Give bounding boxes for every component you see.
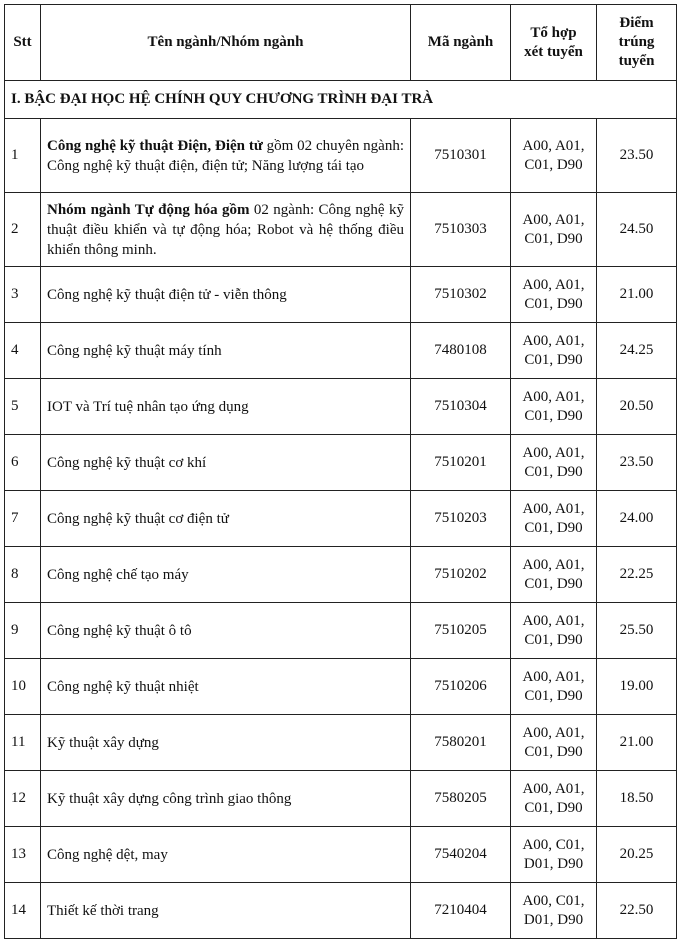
- row-combo-line2: C01, D90: [524, 407, 583, 424]
- row-combo-line1: A00, A01,: [522, 444, 585, 461]
- row-name: Công nghệ kỹ thuật ô tô: [41, 603, 411, 659]
- row-stt: 3: [5, 267, 41, 323]
- row-combo-line1: A00, A01,: [522, 388, 585, 405]
- row-combo-line1: A00, A01,: [522, 137, 585, 154]
- row-stt: 9: [5, 603, 41, 659]
- row-score: 18.50: [597, 771, 677, 827]
- row-combo-line2: C01, D90: [524, 351, 583, 368]
- row-name-bold: Nhóm ngành Tự động hóa gồm: [47, 201, 250, 218]
- row-code: 7510304: [411, 379, 511, 435]
- row-name: Kỹ thuật xây dựng công trình giao thông: [41, 771, 411, 827]
- row-name: Công nghệ kỹ thuật nhiệt: [41, 659, 411, 715]
- row-combo: [511, 491, 597, 547]
- row-score: 24.50: [597, 193, 677, 267]
- row-combo-line2: C01, D90: [524, 575, 583, 592]
- row-stt: 1: [5, 119, 41, 193]
- row-code: 7510303: [411, 193, 511, 267]
- row-combo: [511, 119, 597, 193]
- row-combo-line2: C01, D90: [524, 687, 583, 704]
- row-score: 22.50: [597, 883, 677, 939]
- header-score-line1: Điểm: [619, 15, 654, 31]
- row-stt: 8: [5, 547, 41, 603]
- row-code: 7510201: [411, 435, 511, 491]
- row-combo-line1: A00, A01,: [522, 724, 585, 741]
- header-score: [597, 5, 677, 81]
- row-combo: [511, 771, 597, 827]
- row-combo: [511, 323, 597, 379]
- row-score: 20.50: [597, 379, 677, 435]
- table-row: [5, 883, 677, 939]
- row-combo-line1: A00, A01,: [522, 276, 585, 293]
- row-combo-line2: D01, D90: [523, 911, 584, 928]
- header-score-line2: trúng: [618, 34, 655, 50]
- row-score: 24.25: [597, 323, 677, 379]
- row-combo-line1: A00, A01,: [522, 500, 585, 517]
- table-row: [5, 547, 677, 603]
- section-title: I. BẬC ĐẠI HỌC HỆ CHÍNH QUY CHƯƠNG TRÌNH ĐẠI TRÀ: [5, 81, 677, 119]
- row-combo-line1: A00, A01,: [522, 556, 585, 573]
- table-row: [5, 119, 677, 193]
- header-score-line3: tuyển: [618, 53, 655, 69]
- header-combo-line1: Tổ hợp: [530, 24, 577, 41]
- row-score: 21.00: [597, 267, 677, 323]
- table-row: [5, 603, 677, 659]
- table-row: [5, 659, 677, 715]
- row-code: 7480108: [411, 323, 511, 379]
- row-combo-line2: C01, D90: [524, 631, 583, 648]
- row-name: IOT và Trí tuệ nhân tạo ứng dụng: [41, 379, 411, 435]
- row-combo-line2: C01, D90: [524, 463, 583, 480]
- row-name: [41, 193, 411, 267]
- row-name-rest: gồm 02 chuyên ngành: Công nghệ kỹ thuật điện, điện tử; Năng lượng tái tạo: [47, 137, 404, 174]
- row-stt: 6: [5, 435, 41, 491]
- row-combo: [511, 435, 597, 491]
- row-stt: 14: [5, 883, 41, 939]
- row-name: Công nghệ chế tạo máy: [41, 547, 411, 603]
- table-row: [5, 267, 677, 323]
- row-combo: [511, 267, 597, 323]
- row-name: Công nghệ kỹ thuật cơ khí: [41, 435, 411, 491]
- header-code: Mã ngành: [411, 5, 511, 81]
- row-combo: [511, 193, 597, 267]
- row-combo: [511, 547, 597, 603]
- row-score: 22.25: [597, 547, 677, 603]
- row-code: 7510301: [411, 119, 511, 193]
- row-name-bold: Công nghệ kỹ thuật Điện, Điện tử: [47, 137, 263, 154]
- row-combo: [511, 883, 597, 939]
- row-name: Kỹ thuật xây dựng: [41, 715, 411, 771]
- row-combo: [511, 379, 597, 435]
- row-combo-line1: A00, A01,: [522, 668, 585, 685]
- admissions-score-table: [4, 4, 677, 939]
- table-row: [5, 715, 677, 771]
- row-combo: [511, 659, 597, 715]
- table-row: [5, 435, 677, 491]
- row-code: 7510302: [411, 267, 511, 323]
- row-score: 25.50: [597, 603, 677, 659]
- row-stt: 2: [5, 193, 41, 267]
- table-row: [5, 323, 677, 379]
- row-combo-line1: A00, C01,: [522, 892, 585, 909]
- row-code: 7580201: [411, 715, 511, 771]
- row-score: 23.50: [597, 435, 677, 491]
- row-score: 23.50: [597, 119, 677, 193]
- row-name: Công nghệ kỹ thuật điện tử - viễn thông: [41, 267, 411, 323]
- row-stt: 11: [5, 715, 41, 771]
- row-combo-line1: A00, A01,: [522, 211, 585, 228]
- row-score: 19.00: [597, 659, 677, 715]
- row-combo-line1: A00, C01,: [522, 836, 585, 853]
- row-combo-line2: C01, D90: [524, 156, 583, 173]
- row-combo-line2: C01, D90: [524, 295, 583, 312]
- row-code: 7510202: [411, 547, 511, 603]
- row-combo-line2: C01, D90: [524, 799, 583, 816]
- row-score: 24.00: [597, 491, 677, 547]
- table-row: [5, 491, 677, 547]
- row-combo-line1: A00, A01,: [522, 780, 585, 797]
- row-combo-line2: C01, D90: [524, 230, 583, 247]
- row-combo: [511, 827, 597, 883]
- row-name: Công nghệ dệt, may: [41, 827, 411, 883]
- row-code: 7510203: [411, 491, 511, 547]
- header-name: Tên ngành/Nhóm ngành: [41, 5, 411, 81]
- row-code: 7580205: [411, 771, 511, 827]
- table-row: [5, 379, 677, 435]
- row-code: 7210404: [411, 883, 511, 939]
- row-name: Công nghệ kỹ thuật cơ điện tử: [41, 491, 411, 547]
- row-combo-line1: A00, A01,: [522, 612, 585, 629]
- row-stt: 13: [5, 827, 41, 883]
- row-combo-line1: A00, A01,: [522, 332, 585, 349]
- row-stt: 4: [5, 323, 41, 379]
- row-code: 7540204: [411, 827, 511, 883]
- table-header-row: [5, 5, 677, 81]
- row-score: 20.25: [597, 827, 677, 883]
- row-name: Công nghệ kỹ thuật máy tính: [41, 323, 411, 379]
- row-code: 7510205: [411, 603, 511, 659]
- table-row: [5, 827, 677, 883]
- row-combo-line2: C01, D90: [524, 519, 583, 536]
- table-row: [5, 771, 677, 827]
- row-stt: 7: [5, 491, 41, 547]
- row-stt: 5: [5, 379, 41, 435]
- header-stt: Stt: [5, 5, 41, 81]
- row-combo-line2: C01, D90: [524, 743, 583, 760]
- row-stt: 12: [5, 771, 41, 827]
- table-row: [5, 193, 677, 267]
- row-combo-line2: D01, D90: [523, 855, 584, 872]
- section-row: [5, 81, 677, 119]
- row-stt: 10: [5, 659, 41, 715]
- row-name: [41, 119, 411, 193]
- row-score: 21.00: [597, 715, 677, 771]
- row-name-rest: 02 ngành: Công nghệ kỹ thuật điều khiển và tự động hóa; Robot và hệ thống điều khiển thông minh.: [47, 201, 404, 258]
- header-combo: [511, 5, 597, 81]
- row-code: 7510206: [411, 659, 511, 715]
- row-name: Thiết kế thời trang: [41, 883, 411, 939]
- row-combo: [511, 603, 597, 659]
- header-combo-line2: xét tuyển: [524, 43, 583, 60]
- row-combo: [511, 715, 597, 771]
